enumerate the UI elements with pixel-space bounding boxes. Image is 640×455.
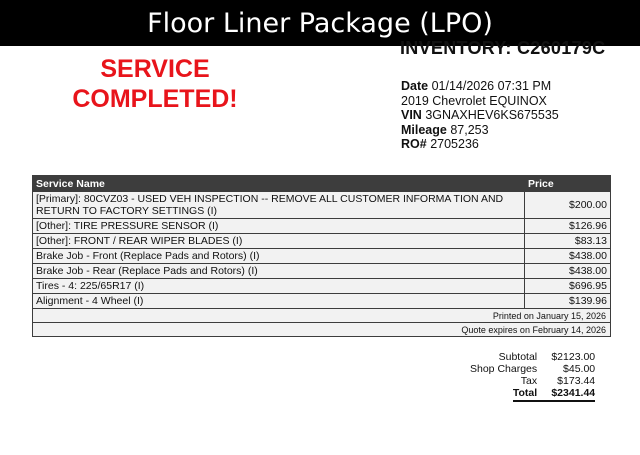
total-label: Total (512, 387, 538, 399)
banner-title: Floor Liner Package (LPO) (147, 7, 493, 39)
table-row (33, 192, 611, 219)
table-row (33, 219, 611, 234)
ro-value: 2705236 (430, 137, 479, 151)
service-name-cell: [Other]: TIRE PRESSURE SENSOR (I) (33, 219, 525, 234)
total-line (513, 387, 595, 402)
total-value: $2341.44 (551, 387, 596, 399)
table-row (33, 279, 611, 294)
service-name-cell: Brake Job - Rear (Replace Pads and Rotors) (I) (33, 264, 525, 279)
subtotal-row (470, 351, 595, 363)
shop-charges-value: $45.00 (563, 363, 596, 375)
service-name-cell: [Other]: FRONT / REAR WIPER BLADES (I) (33, 234, 525, 249)
price-cell: $200.00 (525, 192, 611, 219)
tax-value: $173.44 (557, 375, 596, 387)
printed-date: Printed on January 15, 2026 (33, 309, 611, 323)
service-name-cell: Tires - 4: 225/65R17 (I) (33, 279, 525, 294)
vehicle-details (401, 79, 559, 152)
tax-row (470, 375, 595, 387)
mileage-value: 87,253 (450, 122, 489, 137)
service-status-line1: SERVICE (100, 55, 210, 83)
printed-row (33, 309, 611, 323)
table-row (33, 264, 611, 279)
service-name-cell: Brake Job - Front (Replace Pads and Rotors) (I) (33, 249, 525, 264)
date-label: Date (401, 79, 429, 93)
service-status (50, 54, 260, 114)
table-header-row (33, 176, 611, 192)
table-row (33, 249, 611, 264)
header-service-name: Service Name (33, 176, 525, 192)
tax-label: Tax (520, 375, 538, 387)
vin-value: 3GNAXHEV6KS675535 (425, 108, 559, 122)
vin-label: VIN (401, 108, 422, 122)
vehicle-line: 2019 Chevrolet EQUINOX (401, 93, 547, 108)
mileage-label: Mileage (401, 122, 447, 137)
shop-charges-label: Shop Charges (470, 363, 538, 375)
header-price: Price (525, 176, 611, 192)
table-row (33, 294, 611, 309)
total-row (470, 387, 595, 402)
vin-line (401, 108, 559, 123)
date-line (401, 79, 559, 94)
shop-charges-row (470, 363, 595, 375)
expires-row (33, 323, 611, 337)
inventory-number: INVENTORY: C260179C (400, 38, 606, 58)
service-name-cell: [Primary]: 80CVZ03 - USED VEH INSPECTION -- REMOVE ALL CUSTOMER INFORMA TION AND RETURN TO FACTORY SETTINGS (I) (33, 192, 525, 219)
price-cell: $83.13 (525, 234, 611, 249)
quote-expiry: Quote expires on February 14, 2026 (33, 323, 611, 337)
service-status-line2: COMPLETED! (72, 85, 238, 113)
service-name-cell: Alignment - 4 Wheel (I) (33, 294, 525, 309)
ro-label: RO# (401, 137, 427, 151)
price-cell: $438.00 (525, 249, 611, 264)
subtotal-label: Subtotal (498, 351, 538, 363)
table-row (33, 234, 611, 249)
price-cell: $696.95 (525, 279, 611, 294)
service-table (32, 175, 611, 337)
mileage-line (401, 123, 559, 138)
price-cell: $139.96 (525, 294, 611, 309)
price-cell: $126.96 (525, 219, 611, 234)
ro-line (401, 137, 559, 152)
subtotal-value: $2123.00 (551, 351, 596, 363)
totals-block (470, 351, 595, 402)
date-value: 01/14/2026 07:31 PM (431, 79, 552, 93)
price-cell: $438.00 (525, 264, 611, 279)
